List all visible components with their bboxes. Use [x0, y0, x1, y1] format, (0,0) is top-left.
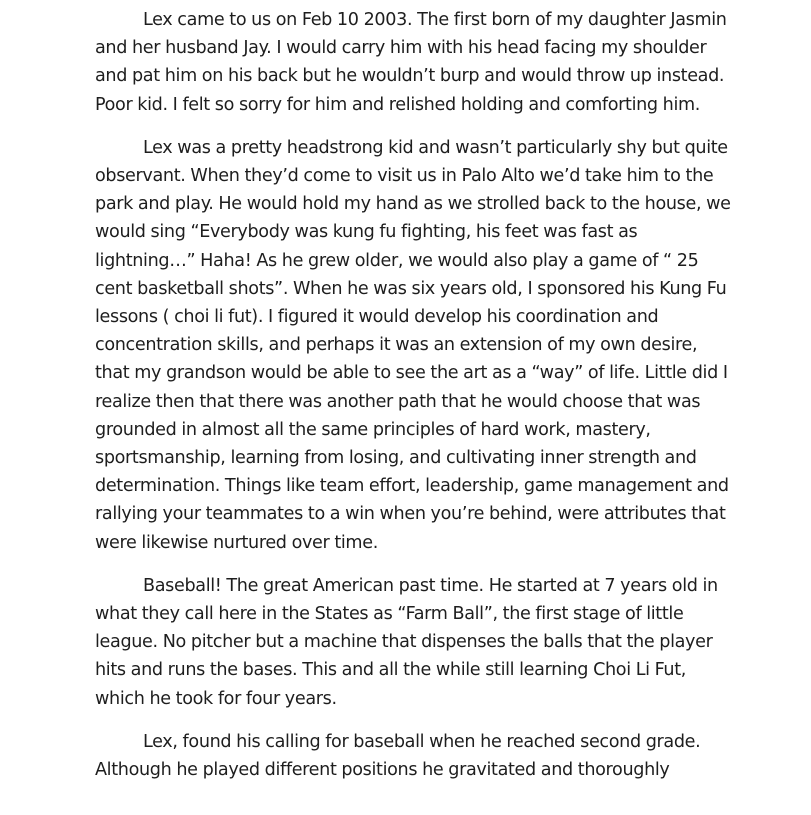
paragraph-childhood: Lex was a pretty headstrong kid and wasn’t particularly shy but quite observant. When they’d come to visit us in Palo Alto we’d take him to the park and play. He would hold my hand as we strolled back to the house, we would sing “Everybody was kung fu fighting, his feet was fast as lightning…” Haha! As he grew older, we would also play a game of “ 25 cent basketball shots”. When he was six years old, I sponsored his Kung Fu lessons ( choi li fut). I figured it would develop his coordination and concentration skills, and perhaps it was an extension of my own desire, that my grandson would be able to see the art as a “way” of life. Little did I realize then that there was another path that he would choose that was grounded in almost all the same principles of hard work, mastery, sportsmanship, learning from losing, and cultivating inner strength and determination. Things like team effort, leadership, game management and rallying your teammates to a win when you’re behind, were attributes that were likewise nurtured over time.: [95, 137, 731, 553]
paragraph-baseball-start: Baseball! The great American past time. He started at 7 years old in what they call here in the States as “Farm Ball”, the first stage of little league. No pitcher but a machine that dispenses the balls that the player hits and runs the bases. This and all the while still learning Choi Li Fut, which he took for four years.: [95, 575, 718, 709]
document-body: [95, 6, 735, 799]
paragraph-birth: Lex came to us on Feb 10 2003. The first born of my daughter Jasmin and her husband Jay. I would carry him with his head facing my shoulder and pat him on his back but he wouldn’t burp and would throw up instead. Poor kid. I felt so sorry for him and relished holding and comforting him.: [95, 10, 727, 115]
paragraph-calling: Lex, found his calling for baseball when he reached second grade. Although he played different positions he gravitated and thoroughly: [95, 731, 701, 781]
